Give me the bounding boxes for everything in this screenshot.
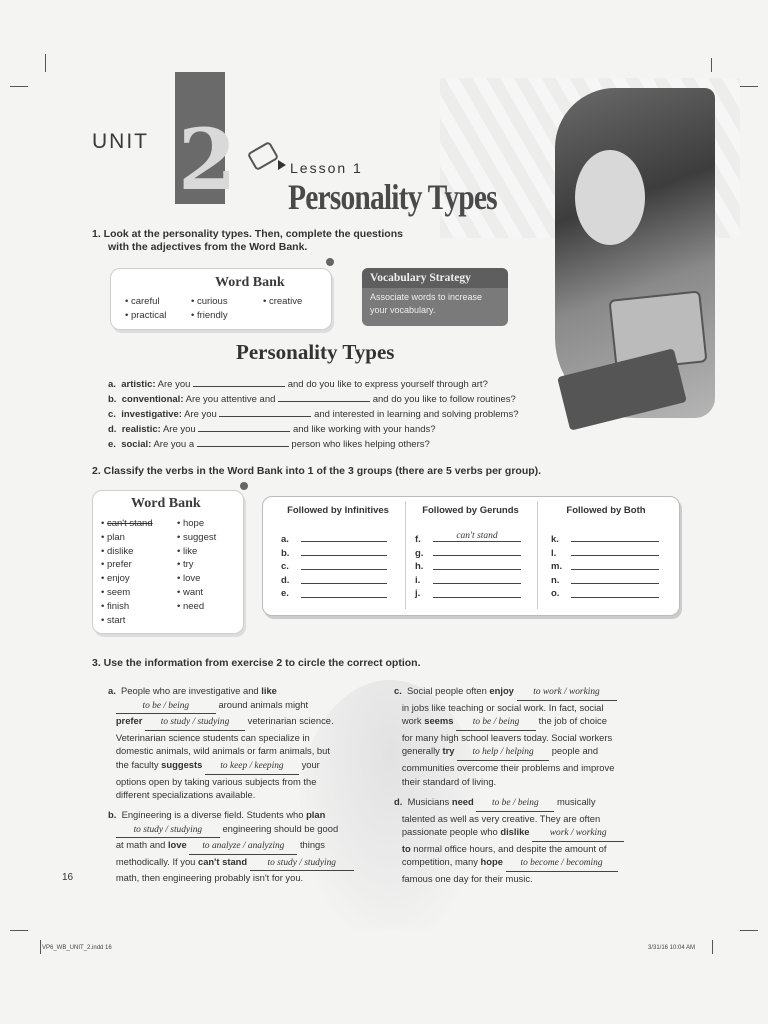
answer-line[interactable] (571, 555, 659, 556)
question-b: b. conventional: Are you attentive and and do you like to follow routines? (108, 394, 516, 405)
film-icon (247, 141, 280, 171)
answer-line[interactable] (301, 569, 387, 570)
vocabulary-strategy-box (362, 268, 508, 326)
crop-mark (740, 86, 758, 87)
question-c: c. investigative: Are you and interested in learning and solving problems? (108, 409, 519, 420)
footer-file: VP6_WB_UNIT_2.indd 16 (42, 945, 112, 951)
unit-label: UNIT (92, 130, 149, 153)
column-divider (537, 501, 538, 609)
word-bank-title: Word Bank (215, 275, 285, 290)
pin-icon (240, 482, 248, 490)
ex1-instruction-2: with the adjectives from the Word Bank. (108, 241, 308, 253)
answer-blank[interactable] (193, 377, 285, 387)
answer-line[interactable] (571, 541, 659, 542)
answer-blank[interactable] (198, 422, 290, 432)
option-fill[interactable]: to become / becoming (506, 857, 618, 872)
answer-blank[interactable] (219, 407, 311, 417)
classification-table (262, 496, 680, 616)
answer-line[interactable] (301, 541, 387, 542)
option-fill[interactable]: to study / studying (116, 824, 220, 839)
word-item: • creative (263, 296, 303, 307)
row-letters-1: a. b. c. d. e. (281, 534, 290, 600)
page-number: 16 (62, 872, 74, 883)
option-fill[interactable]: to keep / keeping (205, 760, 299, 775)
option-fill[interactable]: to study / studying (145, 716, 245, 731)
personality-types-heading: Personality Types (236, 340, 395, 364)
answer-line[interactable] (301, 597, 387, 598)
option-fill[interactable]: work / working (532, 827, 624, 842)
word-item: • practical (125, 310, 167, 321)
vocabulary-strategy-title: Vocabulary Strategy (362, 268, 508, 288)
paragraph-a: a. People who are investigative and like to be / being around animals might prefer to study / studying veterinarian science. Veterinarian science students can specialize in domestic animals, wild animals or farm animals, but the faculty suggests to keep / keeping your options open by taking various subjects from the different specializations available. (108, 685, 334, 801)
column-header: Followed by Both (566, 505, 646, 516)
column-divider (405, 501, 406, 609)
crop-mark (711, 58, 712, 72)
answer-line[interactable] (571, 583, 659, 584)
word-item: • careful (125, 296, 160, 307)
answer-line[interactable] (571, 569, 659, 570)
answer-line[interactable] (301, 555, 387, 556)
answer-blank[interactable] (197, 437, 289, 447)
lesson-label: Lesson 1 (290, 160, 363, 176)
pin-icon (326, 258, 334, 266)
answer-line[interactable] (571, 597, 659, 598)
option-fill[interactable]: to work / working (517, 686, 617, 701)
student-face (575, 150, 645, 245)
word-bank-title: Word Bank (131, 496, 201, 511)
row-letters-2: f. g. h. i. j. (415, 534, 424, 600)
question-a: a. artistic: Are you and do you like to express yourself through art? (108, 379, 488, 390)
answer-line[interactable] (301, 583, 387, 584)
play-arrow-icon (278, 160, 286, 170)
answer-line[interactable] (433, 555, 521, 556)
word-item: • friendly (191, 310, 228, 321)
column-header: Followed by Infinitives (287, 505, 389, 516)
word-bank-1 (110, 268, 332, 330)
column-header: Followed by Gerunds (422, 505, 519, 516)
ex2-instruction: 2. Classify the verbs in the Word Bank into 1 of the 3 groups (there are 5 verbs per group). (92, 465, 542, 477)
answer-line[interactable] (433, 597, 521, 598)
option-fill[interactable]: to analyze / analyzing (189, 840, 297, 855)
footer-date: 3/31/16 10:04 AM (648, 945, 696, 951)
crop-mark (10, 930, 28, 931)
crop-mark (40, 940, 41, 954)
unit-number: 2 (178, 110, 237, 209)
crop-mark (740, 930, 758, 931)
option-fill[interactable]: to be / being (476, 797, 554, 812)
answer-line[interactable] (433, 569, 521, 570)
vocabulary-strategy-text: Associate words to increase your vocabulary. (370, 292, 483, 315)
word-bank-2 (92, 490, 244, 634)
answer-line[interactable] (433, 583, 521, 584)
page-title: Personality Types (288, 177, 497, 217)
answer-line[interactable] (433, 541, 521, 542)
option-fill[interactable]: to help / helping (457, 746, 549, 761)
option-fill[interactable]: to be / being (456, 716, 536, 731)
answer-blank[interactable] (278, 392, 370, 402)
word-item: • curious (191, 296, 228, 307)
paragraph-d: d. Musicians need to be / being musically talented as well as very creative. They are often passionate people who dislike work / working to normal office hours, and despite the amount of competition, many hope to become / becoming famous one day for their music. (394, 795, 684, 886)
paragraph-c: c. Social people often enjoy to work / working in jobs like teaching or social work. In fact, social work seems to be / being the job of choice for many high school leavers today. Social workers generally try to help / helping people and communities overcome their problems and improve their standard of living. (394, 684, 684, 788)
row-letters-3: k. l. m. n. o. (551, 534, 563, 600)
option-fill[interactable]: to be / being (116, 700, 216, 715)
answer-f: can't stand (456, 531, 498, 541)
verb-column-2: • hope • suggest • like • try • love • want • need (177, 518, 217, 612)
question-e: e. social: Are you a person who likes helping others? (108, 439, 430, 450)
verb-column-1: • can't stand • plan • dislike • prefer • enjoy • seem • finish • start (101, 518, 153, 626)
ex3-instruction: 3. Use the information from exercise 2 to circle the correct option. (92, 657, 421, 669)
option-fill[interactable]: to study / studying (250, 857, 354, 872)
question-d: d. realistic: Are you and like working with your hands? (108, 424, 436, 435)
paragraph-b: b. Engineering is a diverse field. Students who plan to study / studying engineering should be good at math and love to analyze / analyzing things methodically. If you can't stand to study / studying math, then engineering probably isn't for you. (108, 808, 388, 885)
crop-mark (10, 86, 28, 87)
crop-mark (712, 940, 713, 954)
ex1-instruction-1: 1. Look at the personality types. Then, complete the questions (92, 228, 403, 240)
crop-mark (45, 54, 46, 72)
